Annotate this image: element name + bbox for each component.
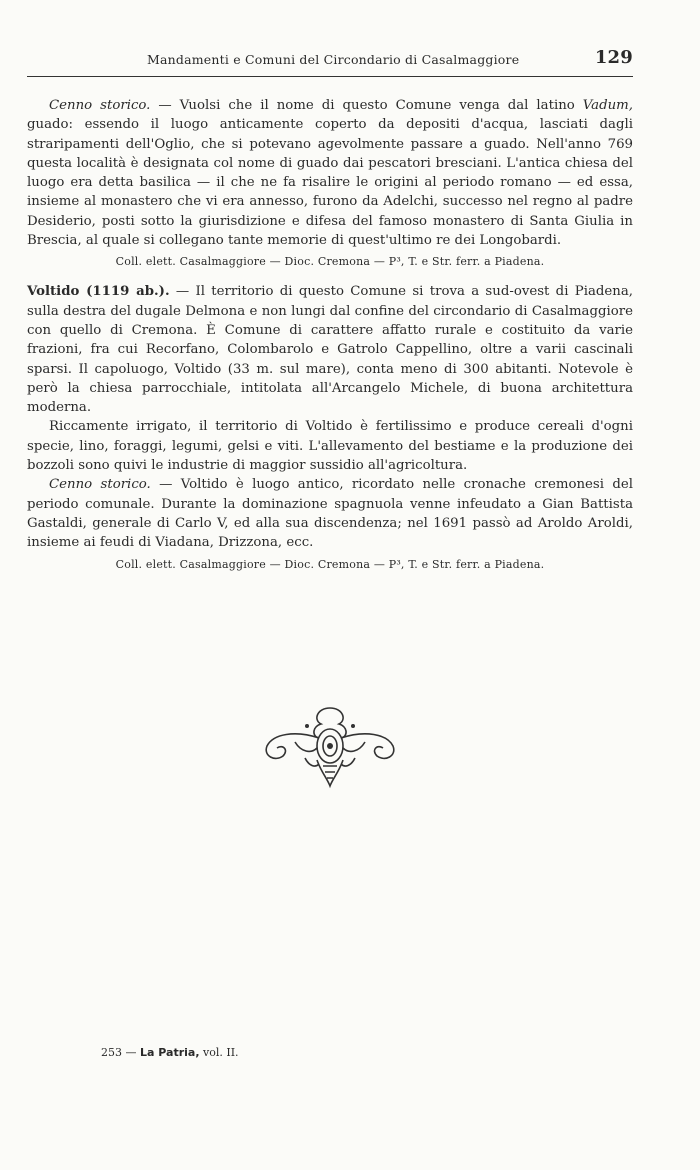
paragraph-voltido-agriculture: Riccamente irrigato, il territorio di Voltido è fertilissimo e produce cereali d'ogni specie, lino, foraggi, legumi, gelsi e viti. L'allevamento del bestiame e la produzione dei bozzoli sono quivi le industrie di maggior sussidio all'agricoltura. — [27, 419, 633, 474]
signature-number: 253 — — [101, 1046, 137, 1059]
paragraph-voltido-intro — [27, 282, 633, 417]
header-rule — [27, 76, 633, 77]
paragraph-cenno-storico-2 — [27, 475, 633, 552]
italic-word: Vadum, — [582, 98, 634, 113]
paragraph-cenno-storico-1 — [27, 96, 633, 250]
running-title: Mandamenti e Comuni del Circondario di Casalmaggiore — [147, 52, 520, 67]
electoral-note-1: Coll. elett. Casalmaggiore — Dioc. Cremona — P³, T. e Str. ferr. a Piadena. — [115, 255, 545, 269]
entry-population: (1119 ab.). — [79, 284, 170, 300]
text-body — [27, 96, 633, 585]
printer-signature — [101, 1046, 239, 1059]
paragraph-text: guado: essendo il luogo anticamente coperto da depositi d'acqua, lasciati dagli straripamenti dell'Oglio, che si potevano agevolmente passare a guado. Nell'anno 769 questa località è designata col nome di guado dai pescatori bresciani. L'antica chiesa del luogo era detta basilica — il che ne fa risalire le origini al periodo romano — ed essa, insieme al monastero che vi era annesso, furono da Adelchi, successo nel regno al padre Desiderio, posti sotto la giurisdizione e difesa del famoso monastero di Santa Giulia in Brescia, al quale si collegano tante memorie di quest'ultimo re dei Longobardi. — [27, 117, 633, 249]
electoral-note-2: Coll. elett. Casalmaggiore — Dioc. Cremona — P³, T. e Str. ferr. a Piadena. — [115, 557, 545, 571]
entry-name: Voltido — [27, 284, 80, 300]
volume-label: vol. II. — [203, 1046, 239, 1059]
paragraph-text: — Il territorio di questo Comune si trova a sud-ovest di Piadena, sulla destra del dugale Delmona e non lungi dal confine del circondario di Casalmaggiore con quello di Cremona. È Comune di carattere affatto rurale e costituito da varie frazioni, fra cui Recorfano, Colombarolo e Gatrolo Cappellino, oltre a varii cascinali sparsi. Il capoluogo, Voltido (33 m. sul mare), conta meno di 300 abitanti. Notevole è però la chiesa parrocchiale, intitolata all'Arcangelo Michele, di buona architettura moderna. — [27, 284, 633, 416]
paragraph-text: — Voltido è luogo antico, ricordato nelle cronache cremonesi del periodo comunale. Durante la dominazione spagnuola venne infeudato a Gian Battista Gastaldi, generale di Carlo V, ed alla sua discendenza; nel 1691 passò ad Aroldo Aroldi, insieme ai feudi di Viadana, Drizzona, ecc. — [27, 477, 633, 551]
lead-italic: Cenno storico. — [49, 477, 151, 493]
lead-italic: Cenno storico. — [49, 98, 151, 113]
page — [27, 0, 633, 1170]
running-head — [27, 47, 633, 70]
publication-title: La Patria, — [140, 1046, 200, 1059]
paragraph-text: — Vuolsi che il nome di questo Comune venga dal latino — [150, 98, 583, 113]
decorative-ornament-icon — [255, 700, 405, 790]
page-number: 129 — [594, 47, 633, 68]
